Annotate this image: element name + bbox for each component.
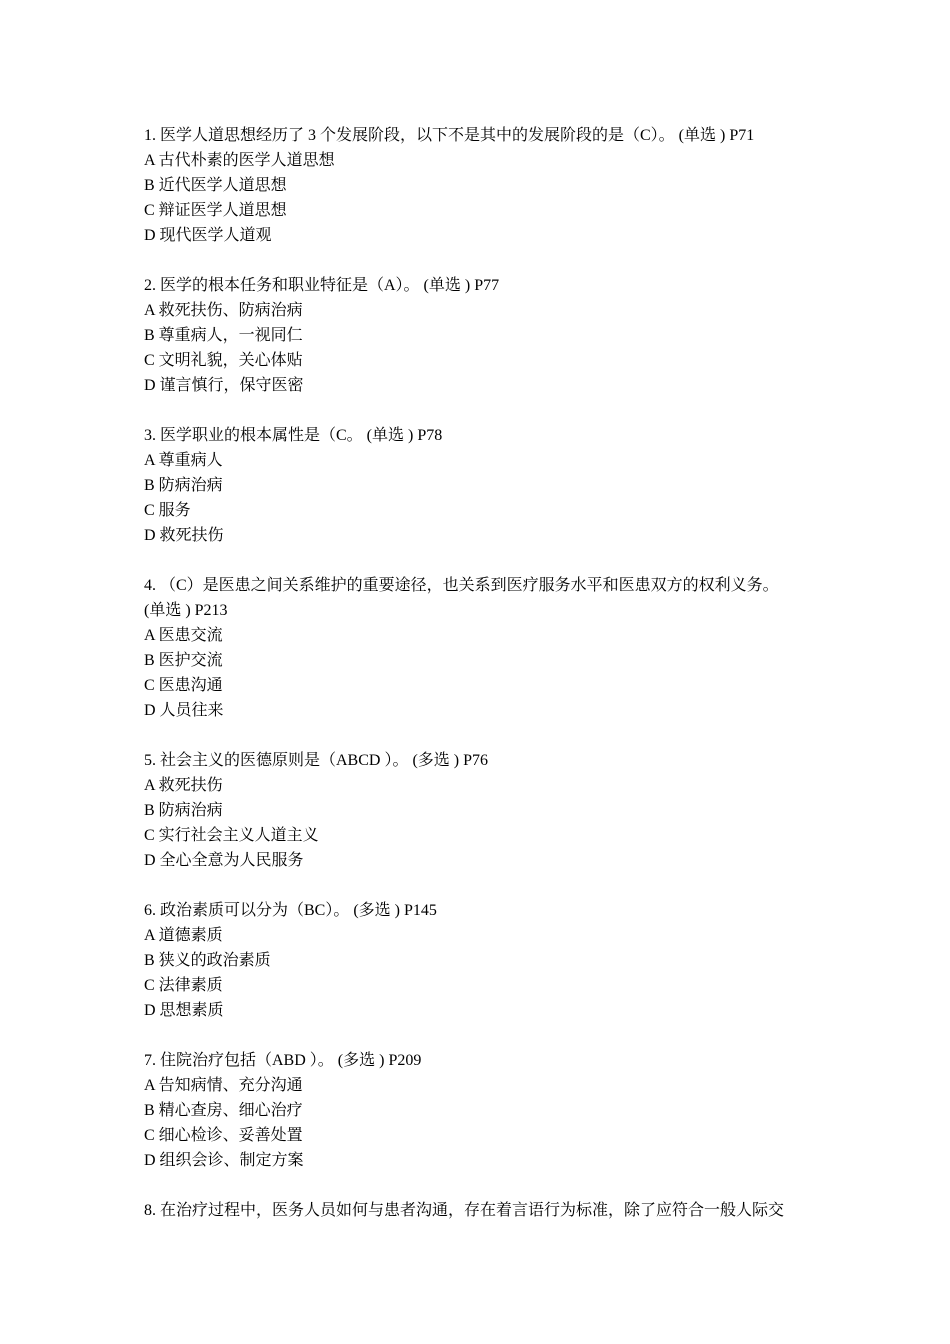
option-b: B 狭义的政治素质 [144,952,271,969]
question-4 [144,573,824,723]
question-stem: 5. 社会主义的医德原则是（ABCD ）。 (多选 ) P76 [144,752,489,769]
option-d: D 组织会诊、制定方案 [144,1152,304,1169]
question-1 [144,123,824,248]
option-c: C 辩证医学人道思想 [144,202,287,219]
question-stem-continued: (单选 ) P213 [144,602,228,619]
option-d: D 思想素质 [144,1002,224,1019]
question-6 [144,898,824,1023]
option-d: D 谨言慎行，保守医密 [144,377,304,394]
option-c: C 实行社会主义人道主义 [144,827,319,844]
question-2 [144,273,824,398]
option-d: D 全心全意为人民服务 [144,852,304,869]
document-page [144,123,824,1248]
option-c: C 细心检诊、妥善处置 [144,1127,303,1144]
question-stem: 8. 在治疗过程中，医务人员如何与患者沟通，存在着言语行为标准，除了应符合一般人际交 [144,1202,785,1219]
option-b: B 精心查房、细心治疗 [144,1102,303,1119]
option-a: A 道德素质 [144,927,223,944]
question-stem: 6. 政治素质可以分为（BC）。 (多选 ) P145 [144,902,437,919]
question-3 [144,423,824,548]
question-stem: 4. （C）是医患之间关系维护的重要途径，也关系到医疗服务水平和医患双方的权利义务。 [144,577,779,594]
question-stem: 1. 医学人道思想经历了 3 个发展阶段，以下不是其中的发展阶段的是（C）。 (单选 ) P71 [144,127,755,144]
question-stem: 3. 医学职业的根本属性是（C。 (单选 ) P78 [144,427,443,444]
question-8 [144,1198,824,1223]
question-stem: 2. 医学的根本任务和职业特征是（A）。 (单选 ) P77 [144,277,500,294]
option-b: B 近代医学人道思想 [144,177,287,194]
question-7 [144,1048,824,1173]
option-a: A 救死扶伤、防病治病 [144,302,303,319]
option-d: D 救死扶伤 [144,527,224,544]
option-a: A 救死扶伤 [144,777,223,794]
question-5 [144,748,824,873]
option-a: A 医患交流 [144,627,223,644]
option-c: C 文明礼貌，关心体贴 [144,352,303,369]
option-b: B 医护交流 [144,652,223,669]
option-a: A 尊重病人 [144,452,223,469]
option-b: B 防病治病 [144,802,223,819]
option-d: D 现代医学人道观 [144,227,272,244]
option-b: B 防病治病 [144,477,223,494]
question-stem: 7. 住院治疗包括（ABD ）。 (多选 ) P209 [144,1052,422,1069]
option-a: A 告知病情、充分沟通 [144,1077,303,1094]
option-d: D 人员往来 [144,702,224,719]
option-c: C 服务 [144,502,191,519]
option-b: B 尊重病人，一视同仁 [144,327,303,344]
option-a: A 古代朴素的医学人道思想 [144,152,335,169]
option-c: C 医患沟通 [144,677,223,694]
option-c: C 法律素质 [144,977,223,994]
